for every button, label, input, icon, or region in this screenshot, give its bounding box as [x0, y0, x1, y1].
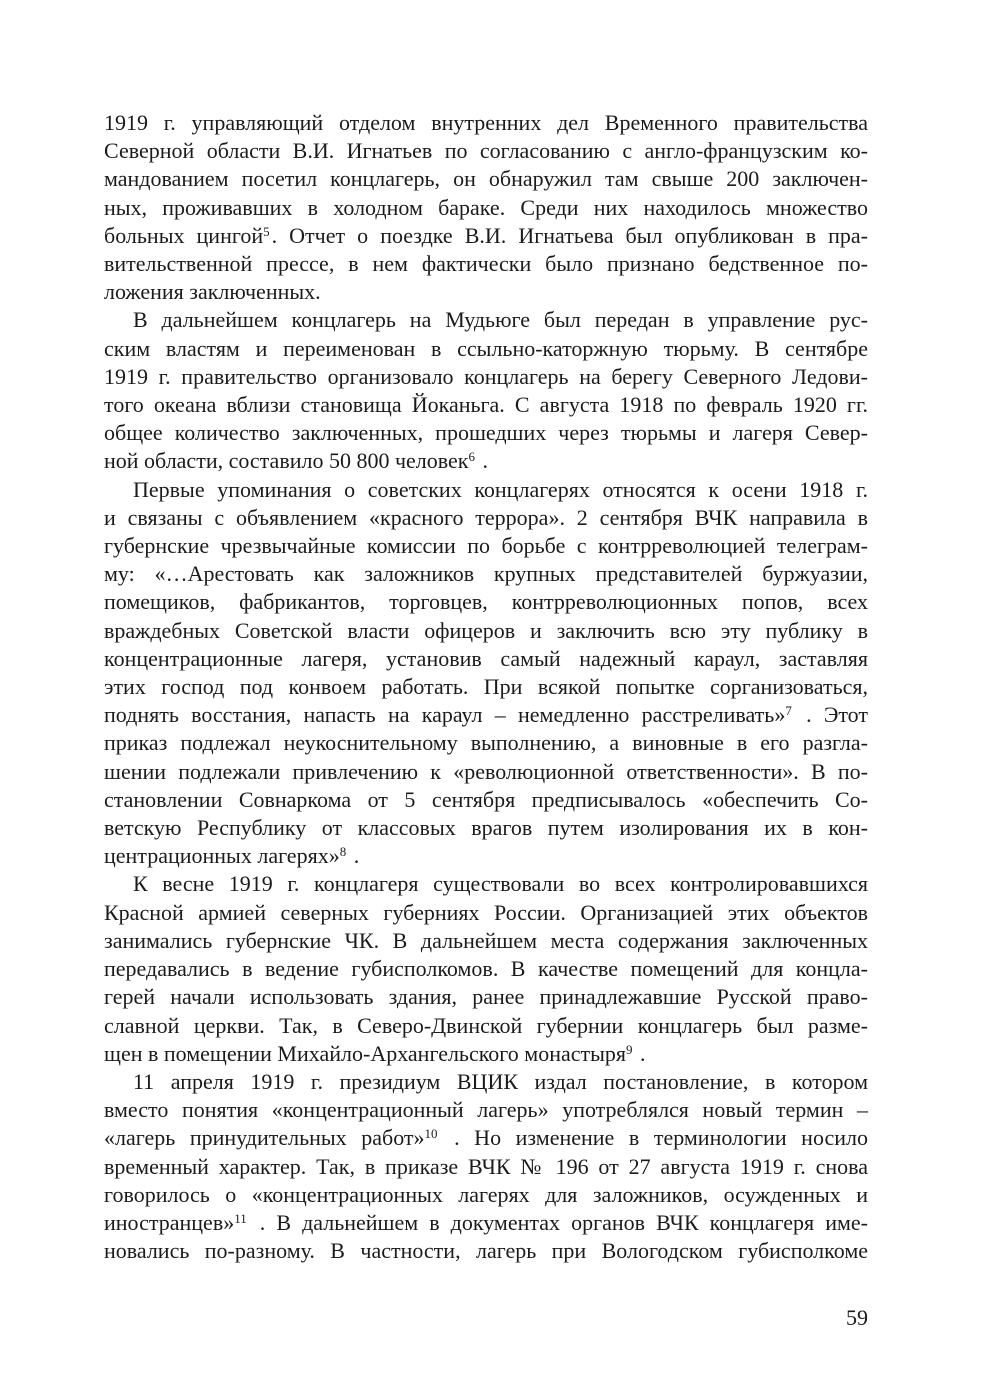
text-line: поднять восстания, напасть на караул – немедленно расстреливать»$^7$ . Этот — [104, 702, 868, 728]
text-line: ных, проживавших в холодном бараке. Среди них находилось множество — [104, 194, 868, 220]
text-line: концентрационные лагеря, установив самый надежный караул, заставляя — [104, 645, 868, 671]
paragraph — [104, 476, 868, 871]
text-line: 1919 г. управляющий отделом внутренних дел Временного правительства — [104, 110, 868, 135]
text-line: общее количество заключенных, прошедших через тюрьмы и лагеря Север- — [104, 420, 868, 446]
footnote-ref: 8 — [339, 844, 347, 860]
text-line: иностранцев»$^{11}$ . В дальнейшем в документах органов ВЧК концлагеря име- — [104, 1209, 868, 1235]
text-line: шении подлежали привлечению к «революционной ответственности». В по- — [104, 758, 868, 784]
text-line: герей начали использовать здания, ранее принадлежавшие Русской право- — [104, 984, 868, 1010]
text-line: В дальнейшем концлагерь на Мудьюге был передан в управление рус- — [133, 307, 868, 333]
text-line: Первые упоминания о советских концлагерях относятся к осени 1918 г. — [133, 476, 868, 502]
text-line: говорилось о «концентрационных лагерях для заложников, осужденных и — [104, 1181, 868, 1207]
text-line: приказ подлежал неукоснительному выполнению, а виновные в его разгла- — [104, 730, 868, 756]
text-line: центрационных лагерях»$^8$ . — [104, 843, 360, 869]
footnote-ref: 10 — [424, 1126, 438, 1142]
text-line: Северной области В.И. Игнатьев по согласованию с англо-французским ко- — [104, 138, 868, 164]
text-line: этих господ под конвоем работать. При всякой попытке сорганизоваться, — [104, 674, 868, 700]
page-text — [104, 109, 868, 1265]
text-line: губернские чрезвычайные комиссии по борьбе с контрреволюцией телеграм- — [104, 533, 868, 559]
text-line: ной области, составило 50 800 человек$^6$ . — [104, 448, 488, 474]
text-line: становлении Совнаркома от 5 сентября предписывалось «обеспечить Со- — [104, 786, 868, 812]
text-line: временный характер. Так, в приказе ВЧК № 196 от 27 августа 1919 г. снова — [104, 1153, 868, 1179]
paragraph — [104, 306, 868, 475]
text-line: 1919 г. правительство организовало концлагерь на берегу Северного Ледови- — [104, 363, 868, 389]
text-line: му: «…Арестовать как заложников крупных представителей буржуазии, — [104, 561, 868, 587]
text-line: 11 апреля 1919 г. президиум ВЦИК издал постановление, в котором — [133, 1068, 868, 1094]
text-line: больных цингой$^5$. Отчет о поездке В.И. Игнатьева был опубликован в пра- — [104, 222, 868, 248]
text-line: щен в помещении Михайло-Архангельского монастыря$^9$ . — [104, 1040, 646, 1066]
text-line: славной церкви. Так, в Северо-Двинской губернии концлагерь был разме- — [104, 1012, 868, 1038]
footnote-ref: 5 — [263, 223, 270, 239]
text-line: мандованием посетил концлагерь, он обнаружил там свыше 200 заключен- — [104, 166, 868, 192]
text-line: новались по-разному. В частности, лагерь при Вологодском губисполкоме — [104, 1238, 868, 1264]
text-line: К весне 1919 г. концлагеря существовали во всех контролировавшихся — [133, 871, 868, 897]
text-line: Красной армией северных губерниях России. Организацией этих объектов — [104, 899, 868, 925]
text-line: передавались в ведение губисполкомов. В качестве помещений для концла- — [104, 956, 868, 982]
text-line: вместо понятия «концентрационный лагерь» употреблялся новый термин – — [104, 1097, 868, 1123]
text-line: ложения заключенных. — [104, 279, 321, 305]
footnote-ref: 9 — [626, 1041, 633, 1057]
paragraph — [104, 1068, 868, 1265]
footnote-ref: 11 — [234, 1210, 247, 1226]
footnote-ref: 6 — [468, 449, 475, 465]
paragraph — [104, 870, 868, 1067]
text-line: и связаны с объявлением «красного террора». 2 сентября ВЧК направила в — [104, 504, 868, 530]
paragraph — [104, 109, 868, 306]
text-line: помещиков, фабрикантов, торговцев, контрреволюционных попов, всех — [104, 589, 868, 615]
text-line: занимались губернские ЧК. В дальнейшем места содержания заключенных — [104, 927, 868, 953]
text-line: ветскую Республику от классовых врагов путем изолирования их в кон- — [104, 815, 868, 841]
footnote-ref: 7 — [785, 703, 792, 719]
page-number: 59 — [846, 1305, 868, 1330]
text-line: ским властям и переименован в ссыльно-каторжную тюрьму. В сентябре — [104, 335, 868, 361]
text-line: вительственной прессе, в нем фактически было признано бедственное по- — [104, 251, 868, 277]
text-line: того океана вблизи становища Йоканьга. С августа 1918 по февраль 1920 гг. — [104, 392, 868, 418]
text-line: враждебных Советской власти офицеров и заключить всю эту публику в — [104, 617, 868, 643]
text-line: «лагерь принудительных работ»$^{10}$ . Но изменение в терминологии носило — [104, 1125, 869, 1151]
